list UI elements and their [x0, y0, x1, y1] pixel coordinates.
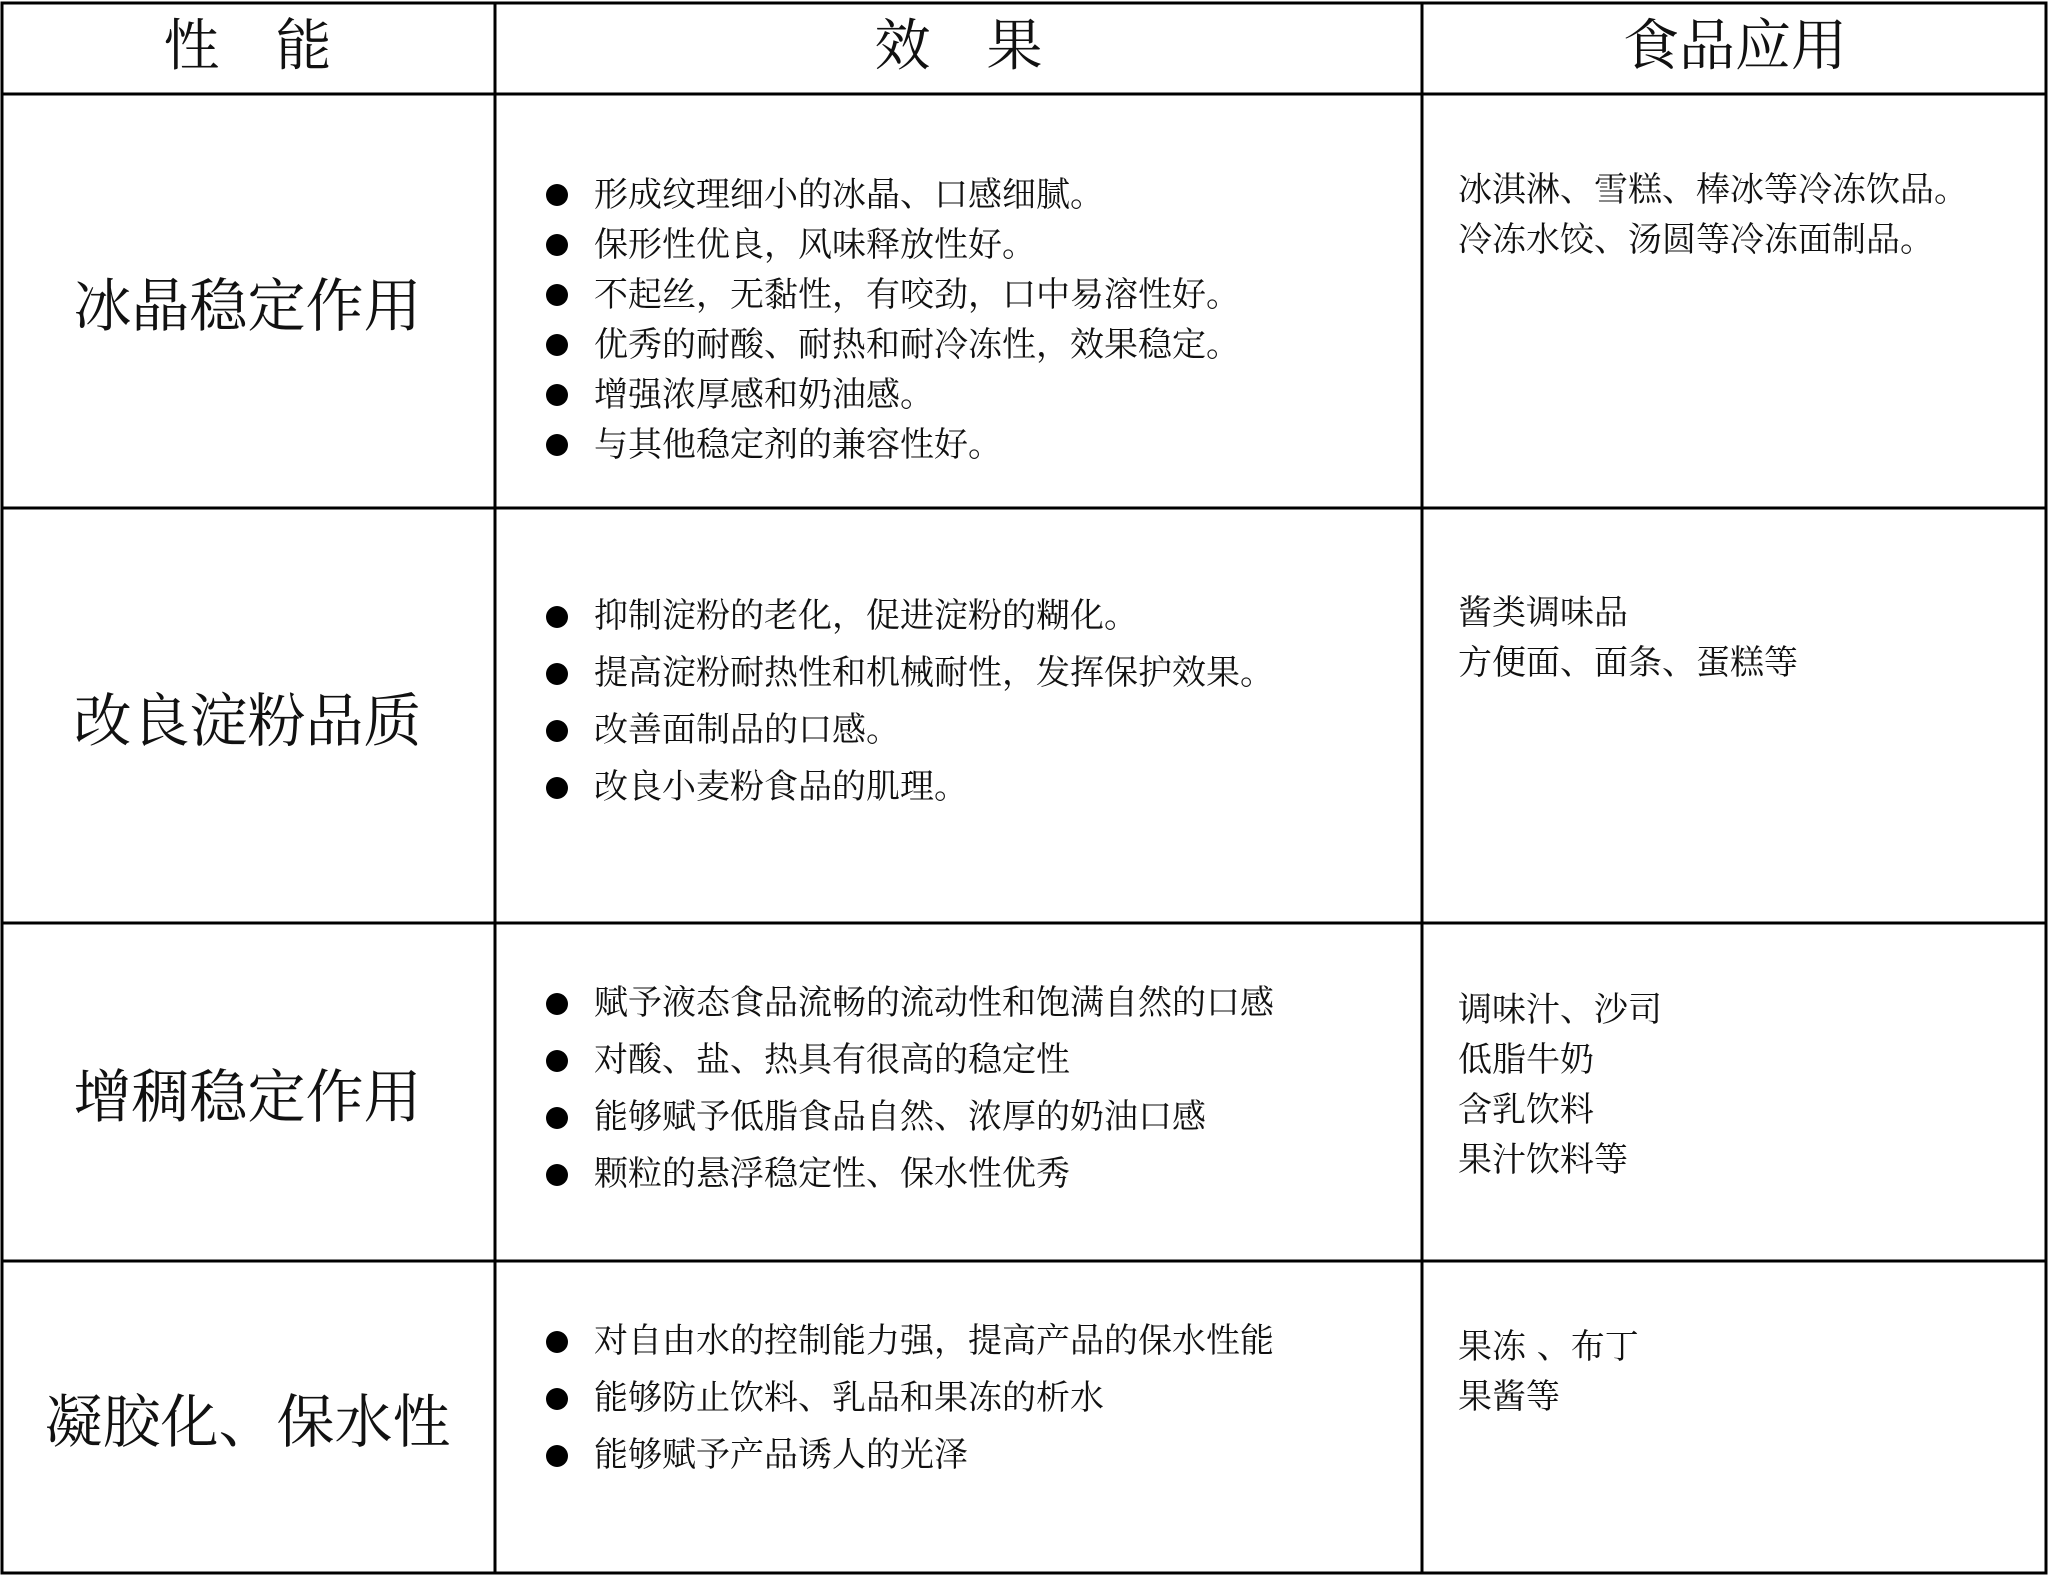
row-1-effects: [546, 170, 1406, 470]
bullet-icon: [546, 720, 568, 742]
header-application: 食品应用: [1623, 14, 1847, 79]
bullet-icon: [546, 284, 568, 306]
bullet-icon: [546, 1050, 568, 1072]
bullet-icon: [546, 606, 568, 628]
row-2-property: 改良淀粉品质: [73, 686, 422, 755]
list-item: 增强浓厚感和奶油感。: [546, 370, 1406, 420]
list-item: 提高淀粉耐热性和机械耐性，发挥保护效果。: [546, 645, 1406, 702]
bullet-icon: [546, 384, 568, 406]
application-item: 酱类调味品: [1458, 593, 1628, 633]
list-item: 与其他稳定剂的兼容性好。: [546, 420, 1406, 470]
application-item: 冷冻水饺、汤圆等冷冻面制品。: [1458, 220, 1934, 260]
list-item: 能够赋予低脂食品自然、浓厚的奶油口感: [546, 1089, 1416, 1146]
list-item: 改善面制品的口感。: [546, 702, 1406, 759]
bullet-icon: [546, 777, 568, 799]
application-item: 果酱等: [1458, 1377, 1560, 1417]
header-effect: 效 果: [874, 14, 1043, 79]
list-item: 保形性优良，风味释放性好。: [546, 220, 1406, 270]
row-3-effects: [546, 975, 1416, 1203]
row-3-applications: [1458, 985, 2038, 1185]
list-item: 优秀的耐酸、耐热和耐冷冻性，效果稳定。: [546, 320, 1406, 370]
row-2-applications: [1458, 588, 2038, 688]
row-3-property: 增稠稳定作用: [73, 1063, 422, 1131]
list-item: 不起丝，无黏性，有咬劲，口中易溶性好。: [546, 270, 1406, 320]
application-item: 调味汁、沙司: [1458, 990, 1662, 1030]
application-item: 含乳饮料: [1458, 1090, 1594, 1130]
bullet-icon: [546, 184, 568, 206]
row-4-property: 凝胶化、保水性: [44, 1388, 451, 1456]
bullet-icon: [546, 1164, 568, 1186]
bullet-icon: [546, 1331, 568, 1353]
row-1-property: 冰晶稳定作用: [73, 272, 422, 340]
list-item: 改良小麦粉食品的肌理。: [546, 759, 1406, 816]
row-4-effects: [546, 1313, 1416, 1484]
list-item: 能够防止饮料、乳品和果冻的析水: [546, 1370, 1416, 1427]
application-item: 果冻 、布丁: [1458, 1327, 1639, 1367]
list-item: 对自由水的控制能力强，提高产品的保水性能: [546, 1313, 1416, 1370]
list-item: 对酸、盐、热具有很高的稳定性: [546, 1032, 1416, 1089]
bullet-icon: [546, 234, 568, 256]
application-item: 低脂牛奶: [1458, 1040, 1594, 1080]
bullet-icon: [546, 334, 568, 356]
application-item: 冰淇淋、雪糕、棒冰等冷冻饮品。: [1458, 170, 1968, 210]
header-property: 性 能: [163, 14, 332, 79]
application-item: 方便面、面条、蛋糕等: [1458, 643, 1798, 683]
bullet-icon: [546, 1445, 568, 1467]
bullet-icon: [546, 663, 568, 685]
row-4-applications: [1458, 1322, 2038, 1422]
list-item: 能够赋予产品诱人的光泽: [546, 1427, 1416, 1484]
bullet-icon: [546, 1388, 568, 1410]
bullet-icon: [546, 993, 568, 1015]
bullet-icon: [546, 1107, 568, 1129]
list-item: 赋予液态食品流畅的流动性和饱满自然的口感: [546, 975, 1416, 1032]
row-2-effects: [546, 588, 1406, 816]
list-item: 抑制淀粉的老化，促进淀粉的糊化。: [546, 588, 1406, 645]
list-item: 颗粒的悬浮稳定性、保水性优秀: [546, 1146, 1416, 1203]
list-item: 形成纹理细小的冰晶、口感细腻。: [546, 170, 1406, 220]
application-item: 果汁饮料等: [1458, 1140, 1628, 1180]
bullet-icon: [546, 434, 568, 456]
row-1-applications: [1458, 165, 2038, 265]
